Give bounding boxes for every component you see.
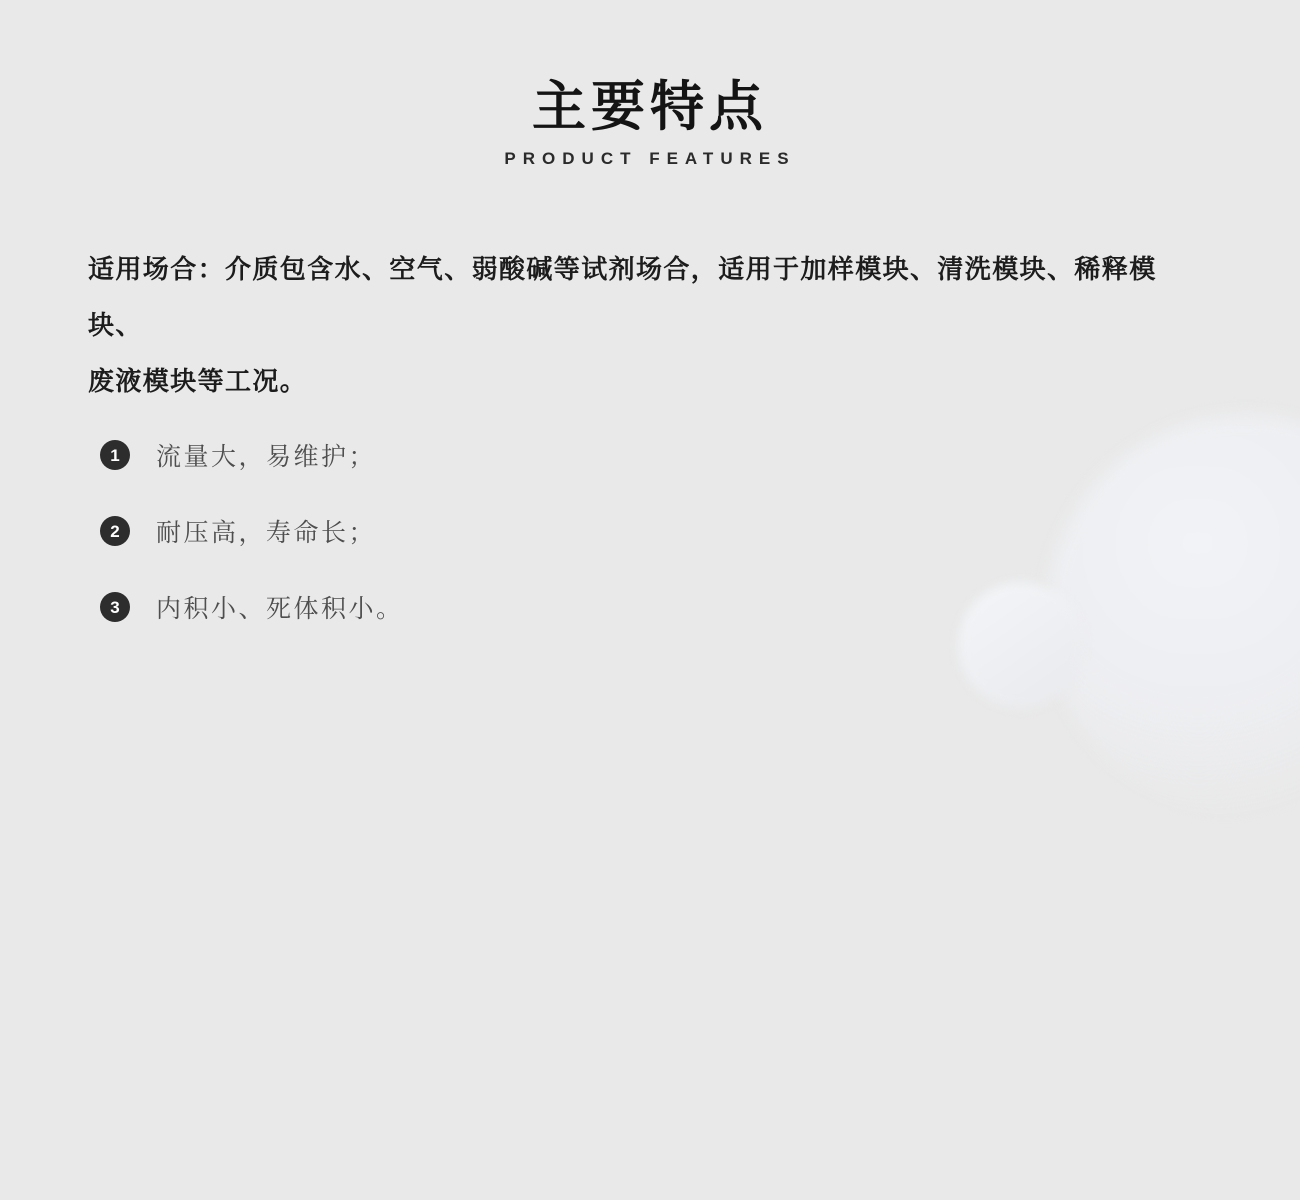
intro-paragraph [88, 241, 1180, 409]
list-item [100, 437, 1180, 473]
intro-line-2: 废液模块等工况。 [88, 366, 308, 396]
section-header [0, 0, 1300, 169]
number-badge: 2 [100, 516, 130, 546]
list-item [100, 589, 1180, 625]
feature-text: 流量大，易维护； [156, 443, 377, 471]
page-subtitle: PRODUCT FEATURES [504, 149, 796, 168]
number-badge: 1 [100, 440, 130, 470]
number-badge: 3 [100, 592, 130, 622]
feature-text: 内积小、死体积小。 [156, 595, 404, 623]
list-item [100, 513, 1180, 549]
feature-list [88, 437, 1180, 625]
intro-line-1: 适用场合：介质包含水、空气、弱酸碱等试剂场合，适用于加样模块、清洗模块、稀释模块、 [88, 254, 1157, 340]
section-content [0, 241, 1300, 625]
page-title: 主要特点 [532, 77, 768, 137]
feature-text: 耐压高，寿命长； [156, 519, 377, 547]
